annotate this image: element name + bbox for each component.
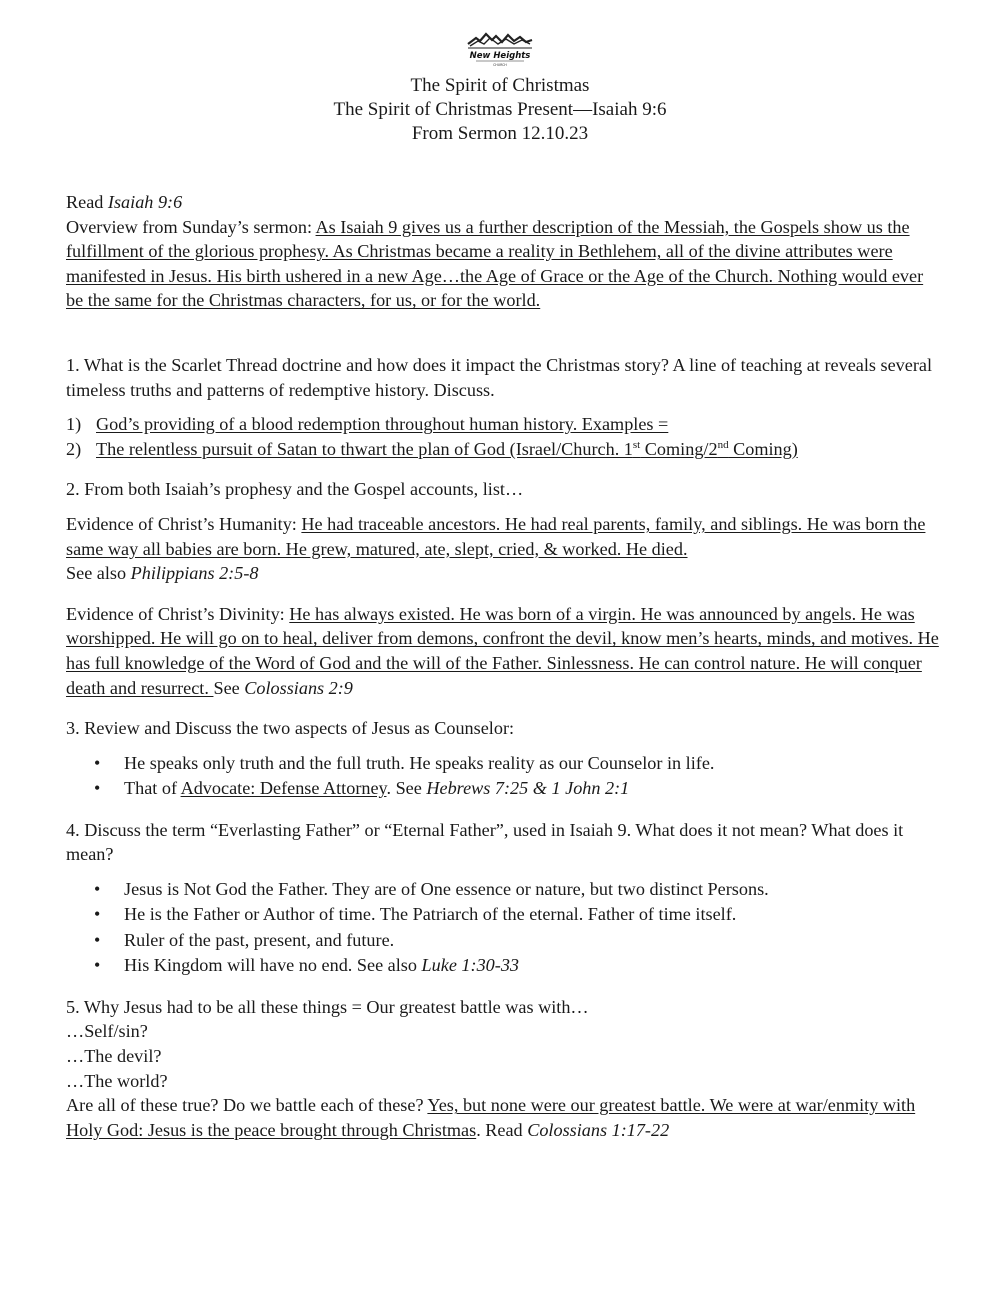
read-label: Read	[66, 192, 108, 212]
question-4-bullets	[66, 877, 942, 979]
document-header	[0, 74, 1000, 146]
battle-line: …The devil?	[66, 1046, 162, 1067]
question-1: 1. What is the Scarlet Thread doctrine and how does it impact the Christmas story? A line of teaching at reveals several timeless truths and patterns of redemptive history. Discuss.	[66, 354, 933, 400]
question-5-closing: Are all of these true? Do we battle each of these? Yes, but none were our greatest battle. We were at war/enmity with Holy God: Jesus is the peace brought through Christmas. Read Colossians 1:17-22	[66, 1095, 916, 1140]
read-instruction	[66, 190, 942, 215]
svg-text:CHURCH: CHURCH	[493, 63, 507, 67]
document-title: The Spirit of Christmas	[410, 75, 590, 96]
list-item: • He speaks only truth and the full truth. He speaks reality as our Counselor in life.	[66, 751, 942, 777]
list-item: • Jesus is Not God the Father. They are of One essence or nature, but two distinct Persons.	[66, 877, 942, 903]
battle-line: …The world?	[66, 1070, 168, 1091]
scripture-ref: Colossians 1:17-22	[527, 1119, 670, 1140]
overview-answer: As Isaiah 9 gives us a further description of the Messiah, the Gospels show us the fulfillment of the glorious prophesy. As Christmas became a reality in Bethlehem, all of the divine attributes were manifested in Jesus. His birth ushered in a new Age…the Age of Grace or the Age of the Church. Nothing would ever be the same for the Christmas characters, for us, or for the world.	[66, 216, 924, 311]
divinity-evidence: Evidence of Christ’s Divinity: He has always existed. He was born of a virgin. He was announced by angels. He was worshipped. He will go on to heal, deliver from demons, confront the devil, know men’s hearts, minds, and motives. He has full knowledge of the Word of God and the will of the Father. Sinlessness. He can control nature. He will conquer death and resurrect. See Colossians 2:9	[66, 603, 939, 698]
question-3: 3. Review and Discuss the two aspects of Jesus as Counselor:	[66, 718, 515, 739]
question-3-bullets	[66, 751, 942, 802]
question-2: 2. From both Isaiah’s prophesy and the Gospel accounts, list…	[66, 479, 524, 500]
overview-label: Overview from Sunday’s sermon:	[66, 216, 316, 237]
svg-text:New Heights: New Heights	[469, 51, 531, 61]
question-4: 4. Discuss the term “Everlasting Father” or “Eternal Father”, used in Isaiah 9. What does it not mean? What does it mean?	[66, 819, 904, 865]
scripture-ref: Colossians 2:9	[244, 677, 353, 698]
scripture-ref: Philippians 2:5-8	[130, 563, 259, 584]
humanity-evidence: Evidence of Christ’s Humanity: He had traceable ancestors. He had real parents, family, and siblings. He was born the same way all babies are born. He grew, matured, ate, slept, cried, & worked. He died.	[66, 513, 926, 559]
battle-line: …Self/sin?	[66, 1021, 148, 1042]
list-item: • Ruler of the past, present, and future.	[66, 928, 942, 954]
new-heights-logo	[462, 30, 538, 68]
list-item: • He is the Father or Author of time. The Patriarch of the eternal. Father of time itself.	[66, 902, 942, 928]
list-item: 1) God’s providing of a blood redemption throughout human history. Examples =	[66, 414, 669, 435]
list-item: • That of Advocate: Defense Attorney. See Hebrews 7:25 & 1 John 2:1	[66, 776, 942, 802]
question-5: 5. Why Jesus had to be all these things = Our greatest battle was with…	[66, 996, 589, 1017]
list-item: • His Kingdom will have no end. See also Luke 1:30-33	[66, 953, 942, 979]
sermon-date-line: From Sermon 12.10.23	[411, 123, 589, 144]
overview-paragraph	[66, 215, 942, 313]
document-body	[66, 190, 942, 1142]
question-1-list	[66, 412, 942, 461]
list-item: 2) The relentless pursuit of Satan to thwart the plan of God (Israel/Church. 1st Coming/2nd Coming)	[66, 438, 798, 459]
scripture-ref: Isaiah 9:6	[107, 192, 183, 212]
humanity-see-also: See also Philippians 2:5-8	[66, 563, 259, 584]
document-subtitle: The Spirit of Christmas Present—Isaiah 9:6	[333, 99, 667, 120]
